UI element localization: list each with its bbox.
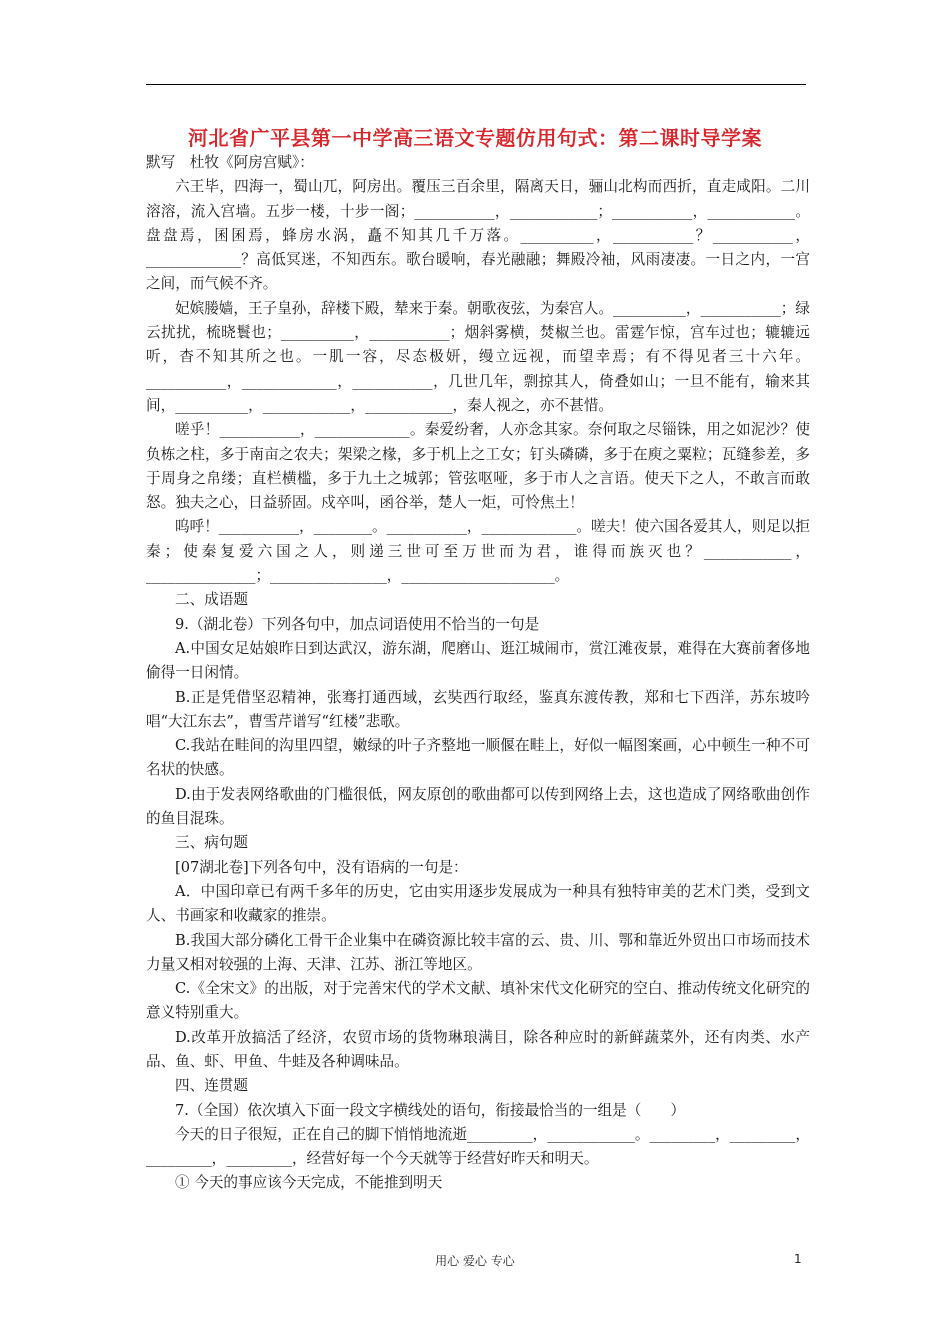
page-number: 1 bbox=[794, 1252, 802, 1266]
question9-option-c: C.我站在畦间的沟里四望，嫩绿的叶子齐整地一顺偃在畦上，好似一幅图案画，心中顿生一种不可名状的快感。 bbox=[146, 737, 810, 779]
question9-stem: 9.（湖北卷）下列各句中，加点词语使用不恰当的一句是 bbox=[175, 615, 540, 633]
section4-label: 四、连贯题 bbox=[175, 1077, 248, 1095]
page-footer: 用心 爱心 专心 bbox=[435, 1254, 515, 1268]
section3-label: 三、病句题 bbox=[175, 834, 248, 852]
question7-option-1: ① 今天的事应该今天完成，不能推到明天 bbox=[175, 1174, 443, 1192]
question7-stem: 7.（全国）依次填入下面一段文字横线处的语句，衔接最恰当的一组是（ ） bbox=[175, 1101, 686, 1119]
question9-option-d: D.由于发表网络歌曲的门槛很低，网友原创的歌曲都可以传到网络上去，这也造成了网络歌曲创作的鱼目混珠。 bbox=[146, 785, 810, 828]
passage-paragraph-2: 妃嫔媵嫱，王子皇孙，辞楼下殿，辇来于秦。朝歌夜弦，为秦宫人。__________，___________；绿云扰扰，梳晓鬟也；__________，___________；烟斜雾横，焚椒兰也。雷霆乍惊，宫车过也；辘辘远听，杳不知其所之也。一肌一容，尽态极妍，缦立远视，而望幸焉；有不得见者三十六年。___________，_____________，___________，几世几年，剽掠其人，倚叠如山；一旦不能有，输来其间，__________，____________，____________，秦人视之，亦不甚惜。 bbox=[146, 299, 810, 414]
question7-text: 今天的日子很短，正在自己的脚下悄悄地流逝_________，____________。_________，_________，_________，_________，经营好每一个今天就等于经营好昨天和明天。 bbox=[146, 1125, 810, 1168]
question9-option-a: A.中国女足姑娘昨日到达武汉，游东湖，爬磨山、逛江城闹市，赏江滩夜景，难得在大赛前奢侈地偷得一日闲情。 bbox=[146, 639, 810, 682]
document-body bbox=[146, 151, 810, 1196]
page-title: 河北省广平县第一中学高三语文专题仿用句式：第二课时导学案 bbox=[188, 126, 762, 150]
question07-option-c: C.《全宋文》的出版，对于完善宋代的学术文献、填补宋代文化研究的空白、推动传统文化研究的意义特别重大。 bbox=[146, 980, 810, 1022]
passage-paragraph-3: 嗟乎！___________，_____________。秦爱纷奢，人亦念其家。奈何取之尽锱铢，用之如泥沙？使负栋之柱，多于南亩之农夫；架梁之椽，多于机上之工女；钉头磷磷，多于在庾之粟粒；瓦缝参差，多于周身之帛缕；直栏横槛，多于九土之城郭；管弦呕哑，多于市人之言语。使天下之人，不敢言而敢怒。独夫之心，日益骄固。戍卒叫，函谷举，楚人一炬，可怜焦土！ bbox=[146, 421, 810, 512]
header-rule bbox=[146, 84, 806, 85]
section2-label: 二、成语题 bbox=[175, 591, 248, 609]
question07-stem: [07湖北卷]下列各句中，没有语病的一句是： bbox=[175, 858, 468, 876]
section1-label: 默写 杜牧《阿房宫赋》： bbox=[146, 154, 314, 171]
question07-option-a: A．中国印章已有两千多年的历史，它由实用逐步发展成为一种具有独特审美的艺术门类，受到文人、书画家和收藏家的推崇。 bbox=[146, 882, 810, 925]
passage-paragraph-1: 六王毕，四海一，蜀山兀，阿房出。覆压三百余里，隔离天日，骊山北构而西折，直走咸阳。二川溶溶，流入宫墙。五步一楼，十步一阁；___________，____________；___________，____________。盘盘焉，囷囷焉，蜂房水涡，矗不知其几千万落。__________，___________？___________，_____________？高低冥迷，不知西东。歌台暖响，春光融融；舞殿冷袖，风雨凄凄。一日之内，一宫之间，而气候不齐。 bbox=[146, 178, 810, 293]
question07-option-d: D.改革开放搞活了经济，农贸市场的货物琳琅满目，除各种应时的新鲜蔬菜外，还有肉类、水产品、鱼、虾、甲鱼、牛蛙及各种调味品。 bbox=[146, 1028, 810, 1070]
question07-option-b: B.我国大部分磷化工骨干企业集中在磷资源比较丰富的云、贵、川、鄂和靠近外贸出口市场而技术力量又相对较强的上海、天津、江苏、浙江等地区。 bbox=[146, 931, 810, 973]
question9-option-b: B.正是凭借坚忍精神，张骞打通西域，玄奘西行取经，鉴真东渡传教，郑和七下西洋，苏东坡吟唱“大江东去”，曹雪芹谱写“红楼”悲歌。 bbox=[146, 688, 810, 730]
passage-paragraph-4: 呜呼！___________，________。___________，_____________。嗟夫！使六国各爱其人，则足以拒秦；使秦复爱六国之人，则递三世可至万世而为君，谁得而族灭也？____________，_______________；________________，_____________________。 bbox=[146, 518, 810, 585]
